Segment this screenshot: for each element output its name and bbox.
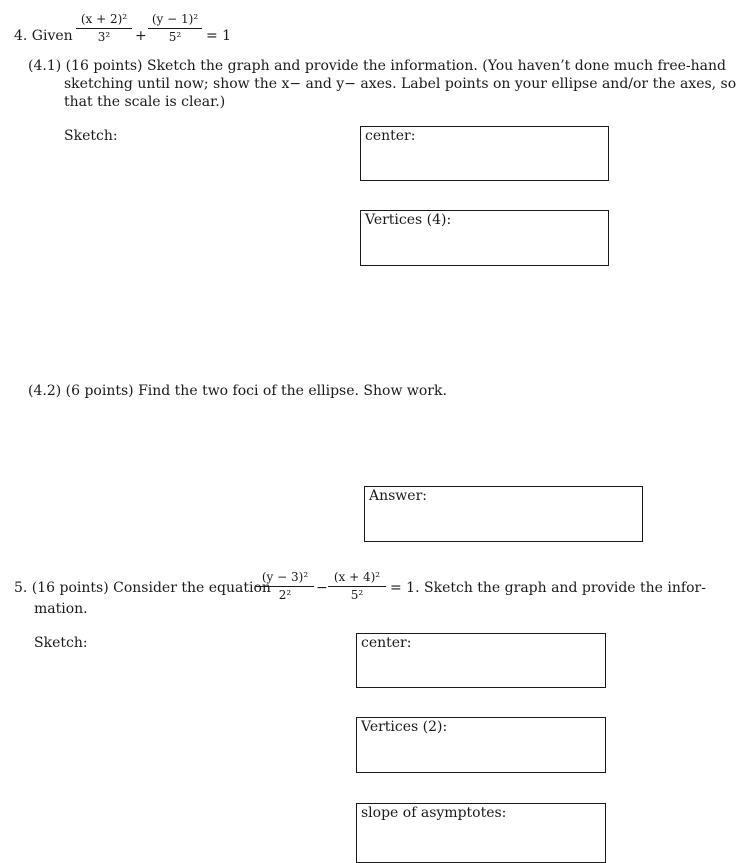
fraction-x-term	[76, 13, 132, 44]
fraction-y-denominator-5: 2²	[278, 588, 292, 602]
fraction-bar	[148, 28, 202, 29]
equals-one: = 1	[206, 28, 232, 44]
part-4-2-text: (4.2) (6 points) Find the two foci of the ellipse. Show work.	[28, 383, 447, 399]
vertices-answer-box-4[interactable]	[360, 210, 609, 266]
problem-5-line-2: mation.	[34, 601, 88, 617]
sketch-label-4: Sketch:	[64, 128, 118, 144]
fraction-x-denominator: 3²	[97, 30, 111, 44]
minus-sign: −	[316, 580, 328, 596]
fraction-y-denominator: 5²	[168, 30, 182, 44]
fraction-x-numerator: (x + 2)²	[80, 12, 128, 26]
fraction-bar	[328, 586, 386, 587]
answer-label: Answer:	[369, 488, 427, 504]
fraction-x-numerator-5: (x + 4)²	[333, 570, 381, 584]
part-4-1-line-1: (4.1) (16 points) Sketch the graph and provide the information. (You haven’t done much free-hand	[28, 58, 727, 74]
center-label-4: center:	[365, 128, 416, 144]
vertices-label-5: Vertices (2):	[361, 719, 448, 735]
plus-sign: +	[135, 28, 147, 44]
fraction-y-numerator-5: (y − 3)²	[261, 570, 309, 584]
fraction-y-term-5	[256, 571, 314, 602]
part-4-1-line-2: sketching until now; show the x− and y− axes. Label points on your ellipse and/or the axes, so	[64, 76, 737, 92]
vertices-answer-box-5[interactable]	[356, 717, 606, 773]
center-answer-box-5[interactable]	[356, 633, 606, 688]
sketch-label-5: Sketch:	[34, 635, 88, 651]
slope-label: slope of asymptotes:	[361, 805, 507, 821]
part-4-1-line-3: that the scale is clear.)	[64, 94, 226, 110]
fraction-bar	[256, 586, 314, 587]
fraction-y-numerator: (y − 1)²	[151, 12, 199, 26]
foci-answer-box[interactable]	[364, 486, 643, 542]
fraction-x-denominator-5: 5²	[350, 588, 364, 602]
fraction-x-term-5	[328, 571, 386, 602]
problem-5-intro: 5. (16 points) Consider the equation	[14, 580, 271, 596]
center-label-5: center:	[361, 635, 412, 651]
problem-4-intro: 4. Given	[14, 28, 73, 44]
problem-5-tail: = 1. Sketch the graph and provide the infor-	[390, 580, 706, 596]
asymptote-slope-box[interactable]	[356, 803, 606, 863]
fraction-y-term	[148, 13, 202, 44]
vertices-label-4: Vertices (4):	[365, 212, 452, 228]
fraction-bar	[76, 28, 132, 29]
center-answer-box-4[interactable]	[360, 126, 609, 181]
